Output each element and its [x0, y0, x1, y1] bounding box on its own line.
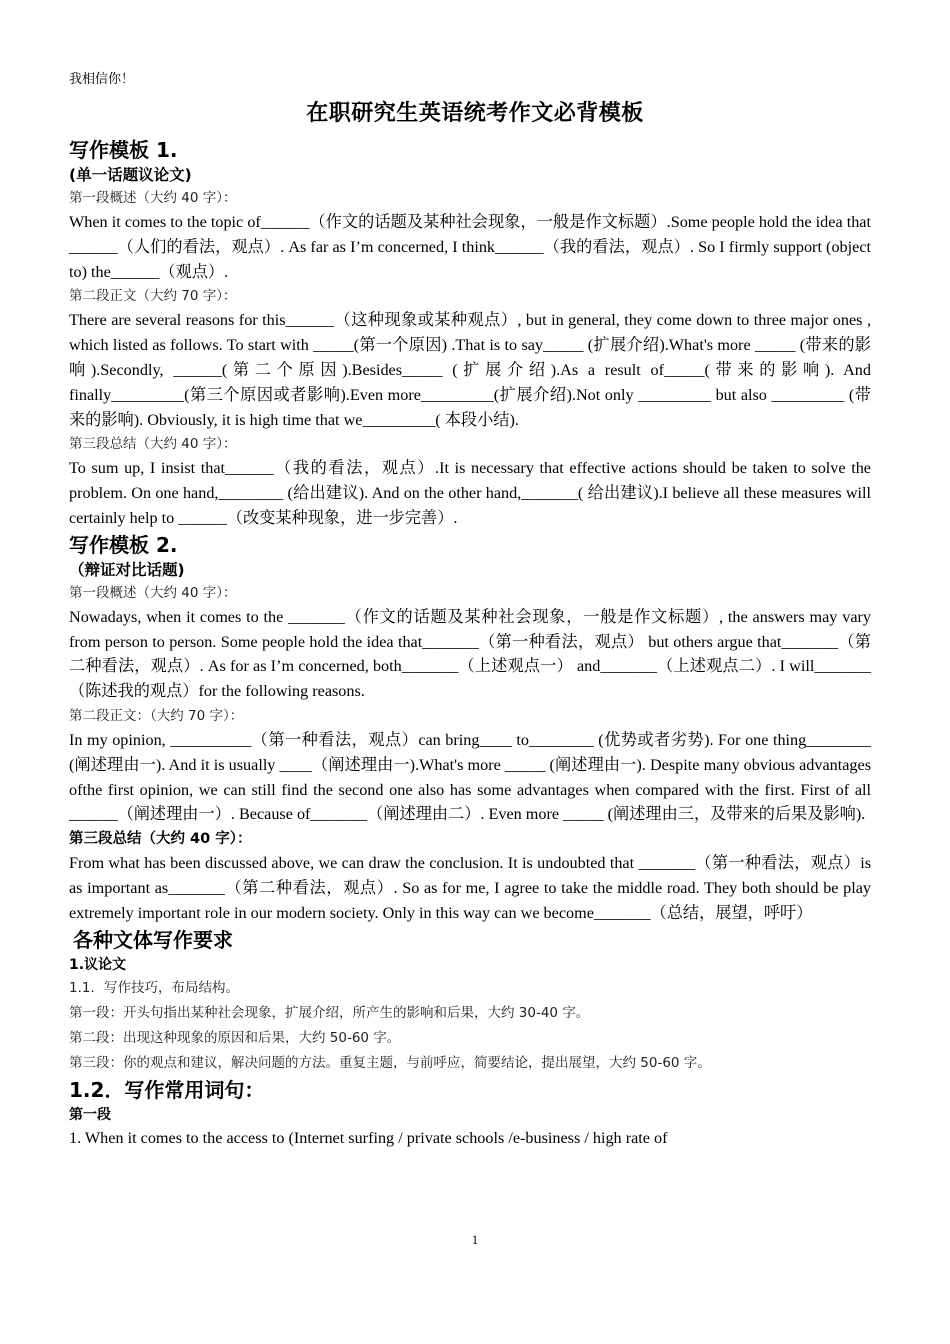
requirements-subheading: 1.议论文	[69, 956, 127, 973]
phrases-subheading: 第一段	[69, 1106, 111, 1123]
template-2-subheading: （辩证对比话题)	[69, 560, 185, 579]
phrases-section	[69, 1076, 871, 1151]
template-2-p3-label: 第三段总结（大约 40 字）：	[69, 831, 252, 848]
phrases-item-1: 1. When it comes to the access to (Internet surfing / private schools /e-business / high rate of	[69, 1128, 668, 1147]
template-2-p2-text: In my opinion, __________（第一种看法，观点）can bring____ to________ (优势或者劣势). For one thing________ (阐述理由一). And it is usually ____（阐述理由一).What's more _____ (阐述理由一). Despite many obvious advantages ofthe first opinion, we can still find the second one also has some advantages when compared with the first. First of all ______（阐述理由一）. Because of_______（阐述理由二）. Even more _____ (阐述理由三，及带来的后果及影响).	[69, 730, 871, 824]
template-1-p2-text: There are several reasons for this______（这种现象或某种观点）, but in general, they come down to three major ones , which listed as follows. To start with _____(第一个原因) .That is to say_____ (扩展介绍).What's more _____ (带来的影响).Secondly, ______(第二个原因).Besides_____ (扩展介绍).As a result of_____(带来的影响). And finally_________(第三个原因或者影响).Even more_________(扩展介绍).Not only _________ but also _________ (带来的影响). Obviously, it is high time that we_________( 本段小结).	[69, 311, 871, 429]
header-note: 我相信你！	[69, 71, 135, 86]
template-2-p2-label: 第二段正文：（大约 70 字）：	[69, 707, 244, 724]
template-1-section	[69, 136, 871, 531]
template-2-p3-text: From what has been discussed above, we can draw the conclusion. It is undoubted that _______（第一种看法，观点）is as important as_______（第二种看法，观点）. So as for me, I agree to take the middle road. They both should be play extremely important role in our modern society. Only in this way can we become_______（总结，展望，呼吁）	[69, 854, 871, 922]
template-2-p1-label: 第一段概述（大约 40 字）：	[69, 584, 237, 601]
template-1-subheading: (单一话题议论文)	[69, 166, 192, 184]
template-1-p3-label: 第三段总结（大约 40 字）：	[69, 436, 237, 453]
requirements-item-1: 1.1．写作技巧，布局结构。	[69, 979, 239, 996]
page-number: 1	[471, 1232, 479, 1247]
template-2-section	[69, 531, 871, 926]
template-2-p1-text: Nowadays, when it comes to the _______（作文的话题及某种社会现象，一般是作文标题）, the answers may vary from person to person. Some people hold the idea that_______（第一种看法，观点） but others argue that_______（第二种看法，观点）. As for as I’m concerned, both_______（上述观点一） and_______（上述观点二）. I will_______（陈述我的观点）for the following reasons.	[69, 607, 871, 701]
phrases-heading: 1.2．写作常用词句：	[69, 1077, 265, 1102]
template-1-heading: 写作模板 1.	[69, 138, 178, 162]
document-title: 在职研究生英语统考作文必背模板	[306, 101, 644, 126]
template-1-p1-text: When it comes to the topic of______（作文的话题及某种社会现象，一般是作文标题）.Some people hold the idea that ______（人们的看法，观点）. As far as I’m concerned, I think______（我的看法，观点）. So I firmly support (object to) the______（观点）.	[69, 213, 871, 281]
requirements-heading: 各种文体写作要求	[73, 927, 233, 952]
requirements-item-3: 第二段：出现这种现象的原因和后果，大约 50-60 字。	[69, 1029, 401, 1046]
requirements-item-2: 第一段：开头句指出某种社会现象，扩展介绍，所产生的影响和后果，大约 30-40 字。	[69, 1004, 590, 1021]
requirements-section	[69, 926, 871, 1076]
template-1-p3-text: To sum up, I insist that______（我的看法，观点）.It is necessary that effective actions should be taken to solve the problem. On one hand,________ (给出建议). And on the other hand,_______( 给出建议).I believe all these measures will certainly help to ______（改变某种现象，进一步完善）.	[69, 459, 871, 527]
template-2-heading: 写作模板 2.	[69, 532, 178, 557]
document-body	[69, 136, 871, 1150]
requirements-item-4: 第三段：你的观点和建议，解决问题的方法。重复主题，与前呼应，简要结论，提出展望，大约 50-60 字。	[69, 1054, 711, 1071]
template-1-p2-label: 第二段正文（大约 70 字）：	[69, 288, 237, 305]
template-1-p1-label: 第一段概述（大约 40 字）：	[69, 190, 237, 206]
